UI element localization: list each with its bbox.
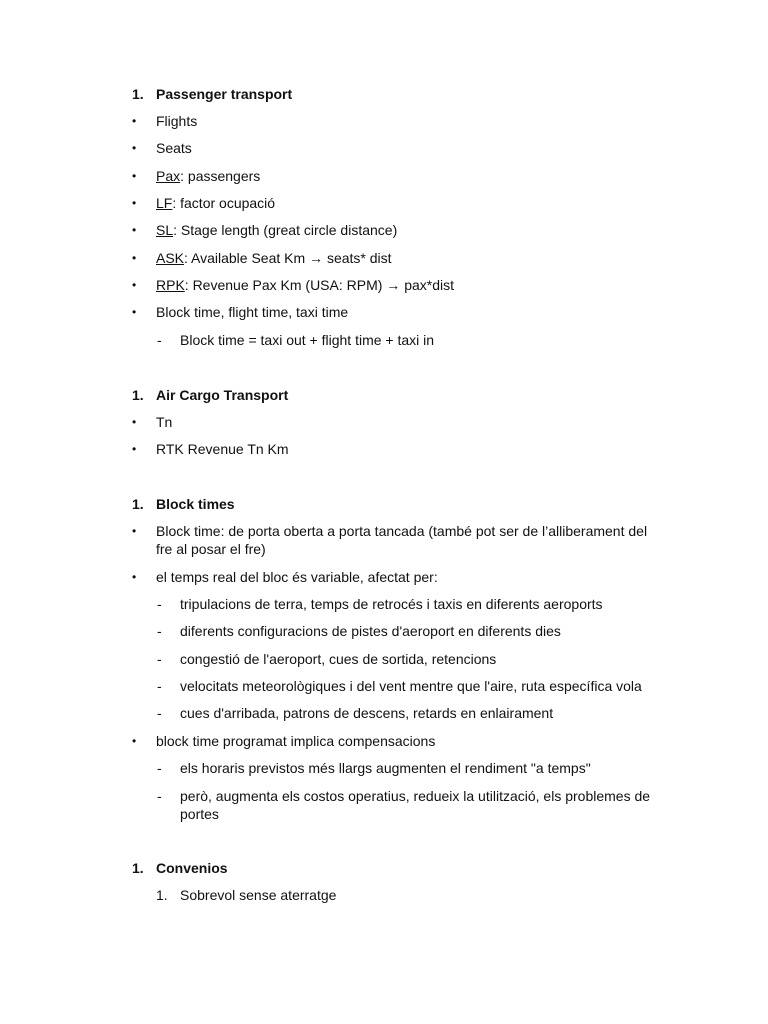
bullet: • xyxy=(132,141,137,155)
section-title: Air Cargo Transport xyxy=(156,387,289,403)
section-title: Block times xyxy=(156,496,235,512)
list-item-text: Tn xyxy=(156,414,173,430)
term-definition: : Stage length (great circle distance) xyxy=(173,222,398,238)
list-item-text xyxy=(156,221,397,239)
bullet: • xyxy=(132,524,137,538)
sub-list-item-text: però, augmenta els costos operatius, redueix la utilització, els problemes de xyxy=(180,788,651,804)
term: LF xyxy=(156,195,173,211)
sub-list-item-text: cues d'arribada, patrons de descens, retards en enlairament xyxy=(180,705,554,721)
sub-list-item-text: tripulacions de terra, temps de retrocés i taxis en diferents aeroports xyxy=(180,596,603,612)
dash: - xyxy=(157,332,162,348)
term: Pax xyxy=(156,168,181,184)
bullet: • xyxy=(132,196,137,210)
sub-list-item-text: velocitats meteorològiques i del vent mentre que l'aire, ruta específica vola xyxy=(180,678,642,694)
section-title: Convenios xyxy=(156,860,228,876)
term: ASK xyxy=(156,250,185,266)
dash: - xyxy=(157,678,162,694)
dash: - xyxy=(157,596,162,612)
sub-list-item-text: els horaris previstos més llargs augmenten el rendiment "a temps" xyxy=(180,760,591,776)
sub-list-item-text: portes xyxy=(180,806,219,822)
term-definition: : Available Seat Km → seats* dist xyxy=(184,250,392,266)
list-item-text: Block time: de porta oberta a porta tancada (també pot ser de l’alliberament del xyxy=(156,523,648,539)
bullet: • xyxy=(132,169,137,183)
list-item-text: el temps real del bloc és variable, afectat per: xyxy=(156,569,438,585)
bullet: • xyxy=(132,251,137,265)
list-item-text xyxy=(156,194,275,212)
list-item-text xyxy=(156,276,454,294)
list-item-text xyxy=(156,167,260,185)
bullet: • xyxy=(132,305,137,319)
sub-list-item-text: Block time = taxi out + flight time + taxi in xyxy=(180,332,435,348)
list-item-text: Block time, flight time, taxi time xyxy=(156,304,349,320)
bullet: • xyxy=(132,114,137,128)
term-definition: : Revenue Pax Km (USA: RPM) → pax*dist xyxy=(184,277,454,293)
list-item-text: block time programat implica compensacions xyxy=(156,733,436,749)
section-number: 1. xyxy=(132,86,144,102)
section-title: Passenger transport xyxy=(156,86,293,102)
dash: - xyxy=(157,705,162,721)
item-number: 1. xyxy=(156,887,168,903)
section-number: 1. xyxy=(132,860,144,876)
bullet: • xyxy=(132,223,137,237)
term-definition: : factor ocupació xyxy=(172,195,276,211)
sub-list-item-text: congestió de l'aeroport, cues de sortida, retencions xyxy=(180,651,497,667)
section-number: 1. xyxy=(132,387,144,403)
term: RPK xyxy=(156,277,185,293)
bullet: • xyxy=(132,415,137,429)
list-item-text: Seats xyxy=(156,140,192,156)
list-item-text: RTK Revenue Tn Km xyxy=(156,441,289,457)
bullet: • xyxy=(132,570,137,584)
term: SL xyxy=(156,222,174,238)
bullet: • xyxy=(132,734,137,748)
dash: - xyxy=(157,788,162,804)
list-item-text: fre al posar el fre) xyxy=(156,541,266,557)
term-definition: : passengers xyxy=(180,168,261,184)
dash: - xyxy=(157,760,162,776)
section-number: 1. xyxy=(132,496,144,512)
dash: - xyxy=(157,651,162,667)
dash: - xyxy=(157,623,162,639)
sub-list-item-text: diferents configuracions de pistes d'aeroport en diferents dies xyxy=(180,623,561,639)
list-item-text xyxy=(156,249,392,267)
bullet: • xyxy=(132,442,137,456)
numbered-item-text: Sobrevol sense aterratge xyxy=(180,887,337,903)
bullet: • xyxy=(132,278,137,292)
list-item-text: Flights xyxy=(156,113,198,129)
